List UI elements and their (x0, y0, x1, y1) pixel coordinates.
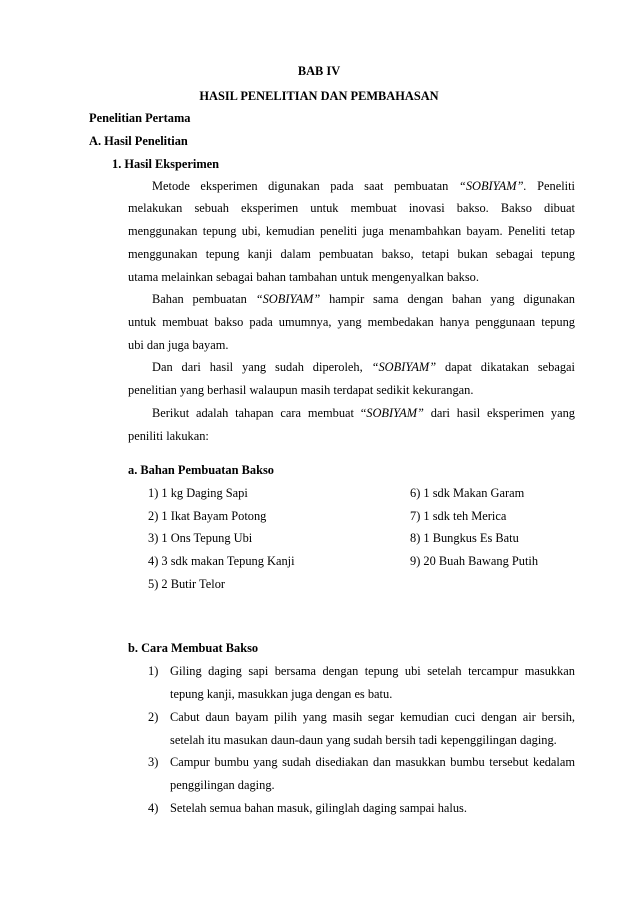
section-hasil-penelitian: A. Hasil Penelitian (89, 134, 188, 148)
step-number: 1) (148, 664, 159, 678)
bahan-title: a. Bahan Pembuatan Bakso (128, 463, 274, 477)
paragraph-3-line-2: penelitian yang berhasil walaupun masih terdapat sedikit kekurangan. (128, 383, 474, 397)
paragraph-1-line-1: Metode eksperimen digunakan pada saat pembuatan “SOBIYAM”. Peneliti (152, 179, 575, 193)
bahan-item: 1) 1 kg Daging Sapi (148, 486, 248, 500)
bahan-item: 9) 20 Buah Bawang Putih (410, 554, 539, 568)
step-number: 2) (148, 710, 159, 724)
paragraph-2-line-1: Bahan pembuatan “SOBIYAM” hampir sama dengan bahan yang digunakan (152, 292, 575, 306)
chapter-label: BAB IV (297, 64, 341, 78)
section-hasil-eksperimen: 1. Hasil Eksperimen (112, 157, 220, 171)
bahan-item: 2) 1 Ikat Bayam Potong (148, 509, 267, 523)
step-3-line-2: penggilingan daging. (170, 778, 275, 792)
step-1-line-1: Giling daging sapi bersama dengan tepung ubi setelah tercampur masukkan (170, 664, 575, 678)
paragraph-2-line-2: untuk membuat bakso pada umumnya, yang membedakan hanya penggunaan tepung (128, 315, 575, 329)
bahan-item: 6) 1 sdk Makan Garam (410, 486, 525, 500)
paragraph-1-line-3: menggunakan tepung ubi, kemudian peneliti juga menambahkan bayam. Peneliti tetap (128, 224, 575, 238)
paragraph-1-line-5: utama melainkan sebagai bahan tambahan untuk mengenyalkan bakso. (128, 270, 479, 284)
step-4-line-1: Setelah semua bahan masuk, gilinglah daging sampai halus. (170, 801, 467, 815)
chapter-title: HASIL PENELITIAN DAN PEMBAHASAN (199, 89, 439, 103)
step-3-line-1: Campur bumbu yang sudah disediakan dan masukkan bumbu tersebut kedalam (170, 755, 575, 769)
step-1-line-2: tepung kanji, masukkan juga dengan es batu. (170, 687, 393, 701)
bahan-item: 7) 1 sdk teh Merica (410, 509, 507, 523)
step-number: 4) (148, 801, 159, 815)
bahan-item: 3) 1 Ons Tepung Ubi (148, 531, 253, 545)
paragraph-3-line-1: Dan dari hasil yang sudah diperoleh, “SOBIYAM” dapat dikatakan sebagai (152, 360, 575, 374)
bahan-item: 4) 3 sdk makan Tepung Kanji (148, 554, 295, 568)
paragraph-1-line-4: menggunakan tepung kanji dalam pembuatan bakso, tetapi bukan sebagai tepung (128, 247, 575, 261)
step-2-line-1: Cabut daun bayam pilih yang masih segar kemudian cuci dengan air bersih, (170, 710, 575, 724)
paragraph-4-line-2: peniliti lakukan: (128, 429, 209, 443)
paragraph-1-line-2: melakukan sebuah eksperimen untuk membuat inovasi bakso. Bakso dibuat (128, 201, 575, 215)
step-2-line-2: setelah itu masukan daun-daun yang sudah bersih tadi kepenggilingan daging. (170, 733, 557, 747)
paragraph-2-line-3: ubi dan juga bayam. (128, 338, 229, 352)
bahan-item: 8) 1 Bungkus Es Batu (410, 531, 519, 545)
step-number: 3) (148, 755, 159, 769)
bahan-item: 5) 2 Butir Telor (148, 577, 226, 591)
paragraph-4-line-1: Berikut adalah tahapan cara membuat “SOBIYAM” dari hasil eksperimen yang (152, 406, 575, 420)
cara-title: b. Cara Membuat Bakso (128, 641, 259, 655)
section-penelitian-pertama: Penelitian Pertama (89, 111, 191, 125)
